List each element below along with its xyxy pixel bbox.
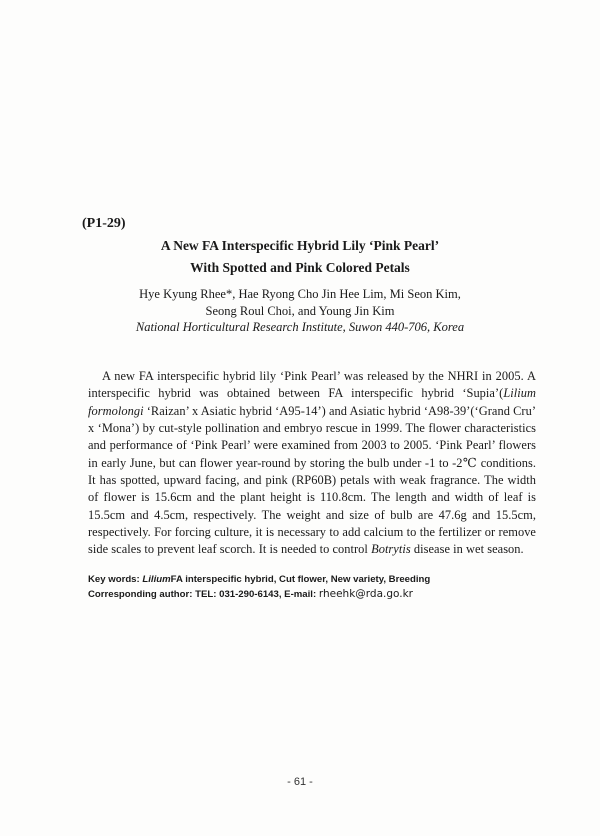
paper-code: (P1-29): [82, 216, 126, 231]
paper-title: [60, 235, 540, 279]
authors-line-1: Hye Kyung Rhee*, Hae Ryong Cho Jin Hee Lim, Mi Seon Kim,: [139, 287, 461, 301]
title-line-2: With Spotted and Pink Colored Petals: [190, 260, 410, 275]
keywords-label: Key words:: [88, 574, 143, 585]
keywords-line: [88, 573, 548, 587]
abstract-text-part-1: A new FA interspecific hybrid lily ‘Pink Pearl’ was released by the NHRI in 2005. A interspecific hybrid was obtained between FA interspecific hybrid ‘Supia’(: [88, 369, 536, 401]
page-number: - 61 -: [287, 776, 313, 788]
title-line-1: A New FA Interspecific Hybrid Lily ‘Pink Pearl’: [160, 238, 440, 253]
authors-line-2: Seong Roul Choi, and Young Jin Kim: [205, 304, 395, 318]
keywords-text: FA interspecific hybrid, Cut flower, New variety, Breeding: [170, 574, 431, 585]
abstract-text-part-2: ‘Raizan’ x Asiatic hybrid ‘A95-14’) and Asiatic hybrid ‘A98-39’(‘Grand Cru’ x ‘Mona’) by cut-style pollination and embryo rescue in 1999. The flower characteristics and performance of ‘Pink Pearl’ were examined from 2003 to 2005. ‘Pink Pearl’ flowers in early June, but can flower year-round by storing the bulb under -1 to -2℃ conditions. It has spotted, upward facing, and pink (RP60B) petals with weak fragrance. The width of flower is 15.6cm and the plant height is 110.8cm. The length and width of leaf is 15.5cm and 4.5cm, respectively. The weight and size of bulb are 47.6g and 15.5cm, respectively. For forcing culture, it is necessary to add calcium to the fertilizer or remove side scales to prevent leaf scorch. It is needed to control: [88, 403, 536, 557]
abstract-text-part-3: disease in wet season.: [410, 542, 524, 557]
corresponding-label: Corresponding author: TEL: 031-290-6143, E-mail:: [88, 589, 319, 600]
affiliation: National Horticultural Research Institute, Suwon 440-706, Korea: [135, 320, 465, 334]
abstract-body: [88, 368, 536, 559]
abstract-paragraph: [88, 368, 536, 559]
email-link[interactable]: rheehk@rda.go.kr: [318, 588, 413, 600]
keywords-italic: Lilium: [142, 574, 171, 585]
corresponding-author-line: [88, 587, 548, 602]
abstract-italic-species: Lilium formolongi: [88, 386, 536, 418]
paper-metadata: [88, 573, 548, 602]
abstract-italic-pathogen: Botrytis: [371, 542, 411, 557]
author-list: [60, 286, 540, 320]
